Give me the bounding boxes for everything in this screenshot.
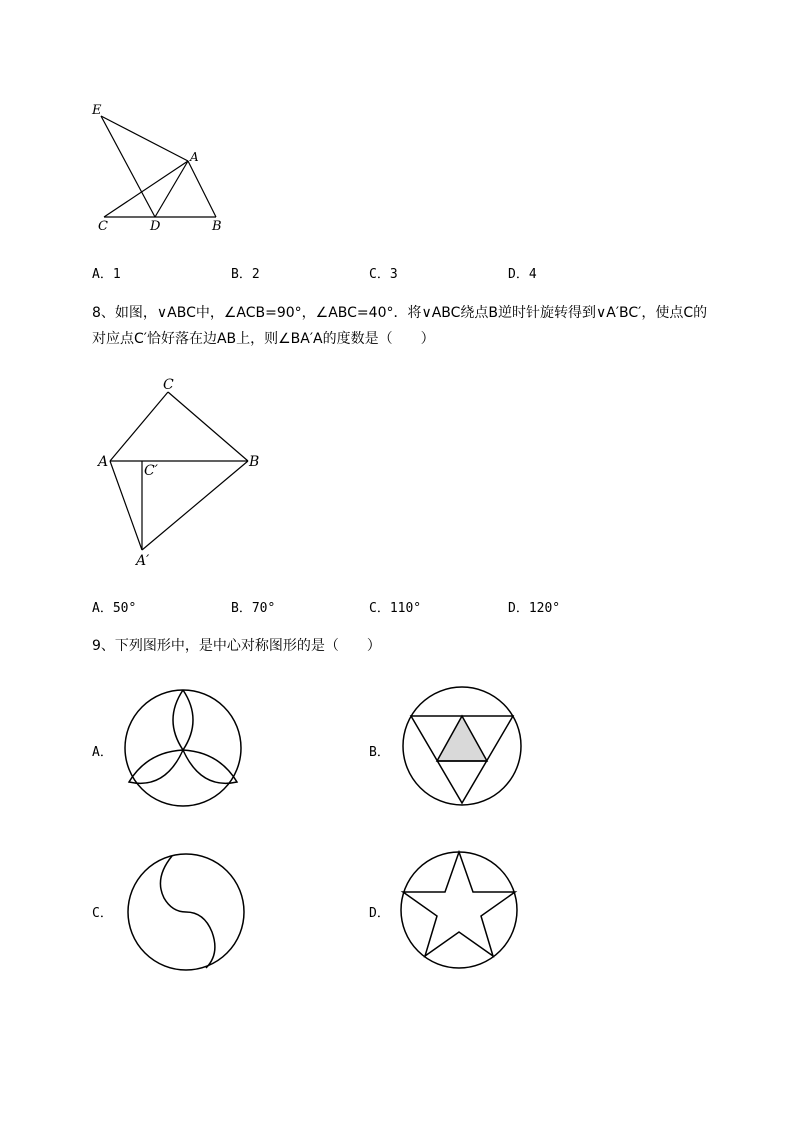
q8-line-2: 对应点C′恰好落在边AB上，则∠BA′A的度数是（ ） xyxy=(92,331,435,347)
figure-q8-rotation xyxy=(94,374,274,574)
q9-option-d-label[interactable]: D． xyxy=(369,906,390,921)
segment-AC xyxy=(110,392,168,461)
q8-option-c[interactable]: C．110° xyxy=(369,601,422,616)
q7-option-c[interactable]: C．3 xyxy=(369,267,398,282)
label-C: C xyxy=(163,377,174,393)
label-D: D xyxy=(150,219,161,234)
q9-option-b-label[interactable]: B． xyxy=(369,745,390,760)
label-A-prime: A′ xyxy=(136,553,150,569)
segment-CB xyxy=(168,392,248,461)
q9-option-a-figure[interactable] xyxy=(121,686,245,810)
segment-AB xyxy=(188,161,216,217)
q7-option-a[interactable]: A．1 xyxy=(92,267,121,282)
label-E: E xyxy=(92,103,102,118)
right-lens xyxy=(183,750,237,783)
left-lens xyxy=(129,750,183,783)
segment-AD xyxy=(155,161,188,217)
label-B: B xyxy=(212,219,222,234)
q9-option-b-figure[interactable] xyxy=(399,684,525,810)
segment-AC xyxy=(104,161,188,217)
label-A: A xyxy=(98,454,109,470)
q9-option-c-label[interactable]: C． xyxy=(92,906,113,921)
s-curve xyxy=(160,856,214,968)
label-C: C xyxy=(98,219,108,234)
outer-circle xyxy=(125,690,241,806)
label-A: A xyxy=(190,150,199,164)
segment-AprimeB xyxy=(142,461,248,550)
q9-option-c-figure[interactable] xyxy=(124,850,248,974)
segment-AAprime xyxy=(110,461,142,550)
q9-option-d-figure[interactable] xyxy=(399,850,521,972)
q8-option-b[interactable]: B．70° xyxy=(231,601,276,616)
q7-option-d[interactable]: D．4 xyxy=(508,267,537,282)
q9-option-a-label[interactable]: A． xyxy=(92,745,113,760)
label-B: B xyxy=(249,454,260,470)
figure-q7-triangles xyxy=(88,100,238,240)
q8-text xyxy=(92,300,732,352)
q9-text: 9、下列图形中，是中心对称图形的是（ ） xyxy=(92,638,381,654)
q7-option-b[interactable]: B．2 xyxy=(231,267,260,282)
outer-circle xyxy=(401,852,517,968)
q8-option-d[interactable]: D．120° xyxy=(508,601,561,616)
segment-ED xyxy=(101,116,155,217)
segment-EA xyxy=(101,116,188,161)
q8-option-a[interactable]: A．50° xyxy=(92,601,137,616)
shaded-triangle xyxy=(437,716,487,761)
q8-line-1: 8、如图，∨ABC中，∠ACB=90°，∠ABC=40°．将∨ABC绕点B逆时针旋转得到∨A′BC′，使点C的 xyxy=(92,305,708,321)
label-C-prime: C′ xyxy=(144,463,158,479)
vertical-lens xyxy=(173,690,193,750)
